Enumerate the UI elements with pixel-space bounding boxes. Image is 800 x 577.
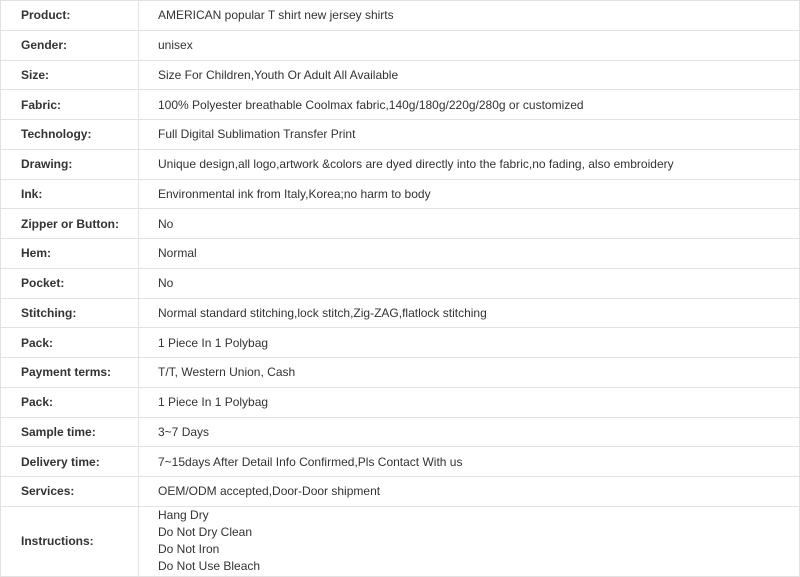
spec-label: Instructions:	[1, 506, 139, 576]
spec-row-pocket	[1, 268, 800, 298]
spec-value: Environmental ink from Italy,Korea;no harm to body	[139, 179, 800, 209]
spec-label: Drawing:	[1, 149, 139, 179]
spec-row-instructions	[1, 506, 800, 576]
spec-row-ink	[1, 179, 800, 209]
spec-value: No	[139, 268, 800, 298]
spec-label: Technology:	[1, 120, 139, 150]
spec-row-payment-terms	[1, 358, 800, 388]
spec-row-pack	[1, 328, 800, 358]
spec-label: Size:	[1, 60, 139, 90]
spec-value: No	[139, 209, 800, 239]
spec-row-gender	[1, 30, 800, 60]
spec-value: Normal standard stitching,lock stitch,Zig-ZAG,flatlock stitching	[139, 298, 800, 328]
spec-value: OEM/ODM accepted,Door-Door shipment	[139, 477, 800, 507]
spec-value: 3~7 Days	[139, 417, 800, 447]
spec-row-sample-time	[1, 417, 800, 447]
spec-row-technology	[1, 120, 800, 150]
spec-label: Ink:	[1, 179, 139, 209]
spec-label: Zipper or Button:	[1, 209, 139, 239]
spec-value: Unique design,all logo,artwork &colors are dyed directly into the fabric,no fading, also embroidery	[139, 149, 800, 179]
spec-value: T/T, Western Union, Cash	[139, 358, 800, 388]
spec-row-drawing	[1, 149, 800, 179]
spec-label: Pack:	[1, 387, 139, 417]
instruction-line: Do Not Dry Clean	[158, 525, 253, 540]
spec-label: Services:	[1, 477, 139, 507]
spec-value: AMERICAN popular T shirt new jersey shirts	[139, 1, 800, 31]
spec-value: 100% Polyester breathable Coolmax fabric,140g/180g/220g/280g or customized	[139, 90, 800, 120]
spec-value: 7~15days After Detail Info Confirmed,Pls Contact With us	[139, 447, 800, 477]
spec-label: Hem:	[1, 239, 139, 269]
spec-row-stitching	[1, 298, 800, 328]
spec-label: Gender:	[1, 30, 139, 60]
spec-value: Full Digital Sublimation Transfer Print	[139, 120, 800, 150]
spec-label: Stitching:	[1, 298, 139, 328]
spec-value: unisex	[139, 30, 800, 60]
spec-value: Normal	[139, 239, 800, 269]
spec-label: Pocket:	[1, 268, 139, 298]
spec-row-zipper	[1, 209, 800, 239]
instruction-line: Do Not Iron	[158, 542, 220, 557]
spec-label: Sample time:	[1, 417, 139, 447]
spec-label: Fabric:	[1, 90, 139, 120]
spec-label: Pack:	[1, 328, 139, 358]
spec-value: 1 Piece In 1 Polybag	[139, 328, 800, 358]
instruction-line: Hang Dry	[158, 508, 209, 523]
spec-label: Payment terms:	[1, 358, 139, 388]
spec-table-body	[1, 1, 800, 577]
instruction-line: Do Not Use Bleach	[158, 559, 261, 574]
spec-row-services	[1, 477, 800, 507]
spec-value: Size For Children,Youth Or Adult All Available	[139, 60, 800, 90]
spec-row-hem	[1, 239, 800, 269]
spec-row-product	[1, 1, 800, 31]
spec-label: Delivery time:	[1, 447, 139, 477]
spec-row-size	[1, 60, 800, 90]
spec-label: Product:	[1, 1, 139, 31]
spec-value: 1 Piece In 1 Polybag	[139, 387, 800, 417]
spec-row-delivery-time	[1, 447, 800, 477]
spec-row-pack-2	[1, 387, 800, 417]
spec-row-fabric	[1, 90, 800, 120]
spec-value-instructions	[139, 506, 800, 576]
